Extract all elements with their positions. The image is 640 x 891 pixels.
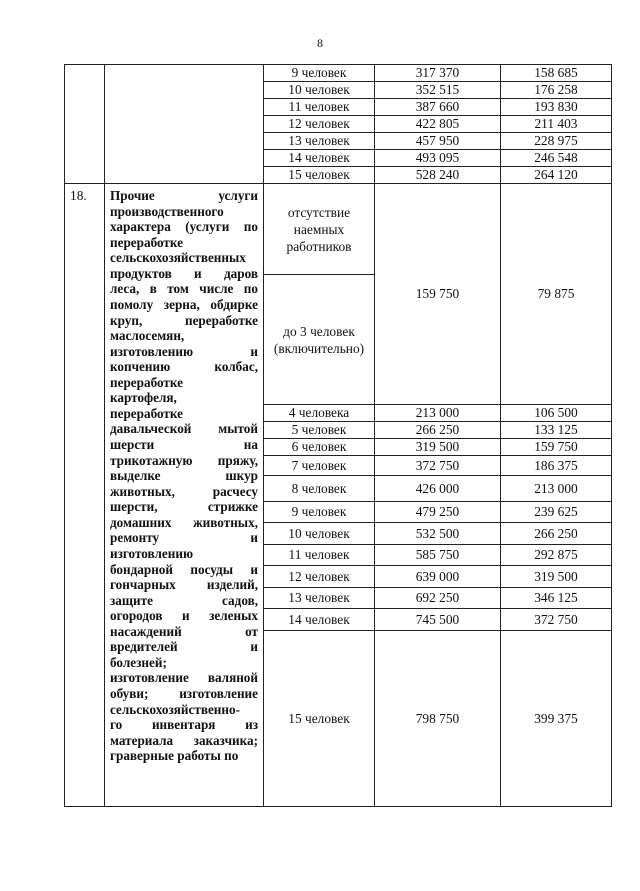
description-line: домашних животных, bbox=[110, 514, 258, 530]
description-line: насаждений от bbox=[110, 623, 258, 639]
amount-cell: 352 515 bbox=[375, 82, 501, 99]
item-number: 18. bbox=[65, 184, 105, 807]
employees-cell: 11 человек bbox=[264, 99, 375, 116]
table-row bbox=[65, 65, 612, 82]
employees-cell: 15 человек bbox=[264, 631, 375, 807]
amount-cell: 372 750 bbox=[375, 456, 501, 476]
employees-cell: 11 человек bbox=[264, 545, 375, 566]
amount-half-cell: 346 125 bbox=[501, 588, 612, 609]
no-employees-cell bbox=[264, 184, 375, 275]
description-line: картофеля, bbox=[110, 390, 177, 406]
description-line: леса, в том числе по bbox=[110, 281, 258, 297]
description-line: копчению колбас, bbox=[110, 359, 258, 375]
amount-half-cell: 106 500 bbox=[501, 405, 612, 422]
amount-half-cell: 186 375 bbox=[501, 456, 612, 476]
amount-cell: 213 000 bbox=[375, 405, 501, 422]
amount-cell: 745 500 bbox=[375, 609, 501, 631]
amount-half-cell: 158 685 bbox=[501, 65, 612, 82]
description-line: круп, переработке bbox=[110, 312, 258, 328]
employees-cell: 5 человек bbox=[264, 422, 375, 439]
description-line: переработке bbox=[110, 234, 184, 250]
description-line: обуви; изготовление bbox=[110, 686, 258, 701]
description-line: Прочие услуги bbox=[110, 188, 258, 203]
amount-half-cell: 176 258 bbox=[501, 82, 612, 99]
item-description bbox=[105, 184, 264, 807]
amount-half-cell: 239 625 bbox=[501, 502, 612, 523]
up-to-3-cell bbox=[264, 275, 375, 405]
up-to-3-label-line: до 3 человек bbox=[283, 323, 355, 339]
amount-half-cell: 266 250 bbox=[501, 523, 612, 545]
employees-cell: 14 человек bbox=[264, 609, 375, 631]
description-line: изготовлению и bbox=[110, 343, 258, 359]
tax-rate-table bbox=[64, 64, 612, 807]
amount-cell: 528 240 bbox=[375, 167, 501, 184]
description-line: давальческой мытой bbox=[110, 421, 258, 437]
description-line: переработке bbox=[110, 405, 184, 421]
employees-cell: 10 человек bbox=[264, 82, 375, 99]
amount-half-cell: 159 750 bbox=[501, 439, 612, 456]
employees-cell: 15 человек bbox=[264, 167, 375, 184]
description-line: огородов и зеленых bbox=[110, 608, 258, 624]
description-line: ремонту и bbox=[110, 530, 258, 546]
description-line: болезней; bbox=[110, 654, 167, 670]
description-line: характера (услуги по bbox=[110, 219, 258, 235]
merged-amount-half-cell: 79 875 bbox=[501, 184, 612, 405]
description-line: животных, расчесу bbox=[110, 483, 258, 499]
table-row bbox=[65, 184, 612, 275]
description-line: продуктов и даров bbox=[110, 265, 258, 281]
amount-cell: 317 370 bbox=[375, 65, 501, 82]
employees-cell: 13 человек bbox=[264, 133, 375, 150]
description-line: сельскохозяйственно- bbox=[110, 701, 240, 717]
amount-half-cell: 399 375 bbox=[501, 631, 612, 807]
amount-half-cell: 372 750 bbox=[501, 609, 612, 631]
description-line: шерсти на bbox=[110, 437, 258, 452]
employees-cell: 8 человек bbox=[264, 476, 375, 502]
description-line: производственного bbox=[110, 203, 224, 219]
amount-half-cell: 319 500 bbox=[501, 566, 612, 588]
description-line: вредителей и bbox=[110, 639, 258, 655]
employees-cell: 4 человека bbox=[264, 405, 375, 422]
description-line: выделке шкур bbox=[110, 468, 258, 484]
description-line: сельскохозяйственных bbox=[110, 250, 246, 266]
employees-cell: 6 человек bbox=[264, 439, 375, 456]
description-line: изготовление валяной bbox=[110, 670, 258, 686]
employees-cell: 14 человек bbox=[264, 150, 375, 167]
amount-half-cell: 292 875 bbox=[501, 545, 612, 566]
amount-cell: 692 250 bbox=[375, 588, 501, 609]
amount-cell: 422 805 bbox=[375, 116, 501, 133]
amount-half-cell: 193 830 bbox=[501, 99, 612, 116]
amount-cell: 639 000 bbox=[375, 566, 501, 588]
description-line: материала заказчика; bbox=[110, 732, 258, 748]
description-line: маслосемян, bbox=[110, 328, 185, 344]
no-employees-label-line: наемных bbox=[293, 221, 345, 237]
no-employees-label-line: работников bbox=[286, 238, 352, 254]
description-line: гончарных изделий, bbox=[110, 577, 258, 593]
amount-half-cell: 213 000 bbox=[501, 476, 612, 502]
amount-cell: 319 500 bbox=[375, 439, 501, 456]
continued-number-cell bbox=[65, 65, 105, 184]
employees-cell: 9 человек bbox=[264, 65, 375, 82]
description-line: граверные работы по bbox=[110, 748, 239, 764]
description-line: помолу зерна, обдирке bbox=[110, 296, 258, 312]
amount-half-cell: 211 403 bbox=[501, 116, 612, 133]
up-to-3-label-line: (включительно) bbox=[273, 340, 365, 356]
employees-cell: 12 человек bbox=[264, 116, 375, 133]
employees-cell: 9 человек bbox=[264, 502, 375, 523]
page-number: 8 bbox=[317, 36, 323, 50]
description-line: защите садов, bbox=[110, 592, 258, 608]
amount-cell: 585 750 bbox=[375, 545, 501, 566]
description-line: трикотажную пряжу, bbox=[110, 452, 258, 468]
amount-half-cell: 228 975 bbox=[501, 133, 612, 150]
employees-cell: 10 человек bbox=[264, 523, 375, 545]
amount-cell: 266 250 bbox=[375, 422, 501, 439]
amount-cell: 532 500 bbox=[375, 523, 501, 545]
amount-half-cell: 133 125 bbox=[501, 422, 612, 439]
amount-cell: 493 095 bbox=[375, 150, 501, 167]
employees-cell: 7 человек bbox=[264, 456, 375, 476]
amount-cell: 426 000 bbox=[375, 476, 501, 502]
no-employees-label-line: отсутствие bbox=[287, 204, 351, 220]
continued-description-cell bbox=[105, 65, 264, 184]
description-line: го инвентаря из bbox=[110, 717, 258, 733]
amount-half-cell: 264 120 bbox=[501, 167, 612, 184]
amount-cell: 479 250 bbox=[375, 502, 501, 523]
amount-cell: 457 950 bbox=[375, 133, 501, 150]
description-line: бондарной посуды и bbox=[110, 561, 258, 577]
employees-cell: 13 человек bbox=[264, 588, 375, 609]
merged-amount-cell: 159 750 bbox=[375, 184, 501, 405]
employees-cell: 12 человек bbox=[264, 566, 375, 588]
description-line: изготовлению bbox=[110, 545, 194, 561]
description-line: переработке bbox=[110, 374, 184, 390]
amount-half-cell: 246 548 bbox=[501, 150, 612, 167]
amount-cell: 798 750 bbox=[375, 631, 501, 807]
description-line: шерсти, стрижке bbox=[110, 499, 258, 515]
amount-cell: 387 660 bbox=[375, 99, 501, 116]
